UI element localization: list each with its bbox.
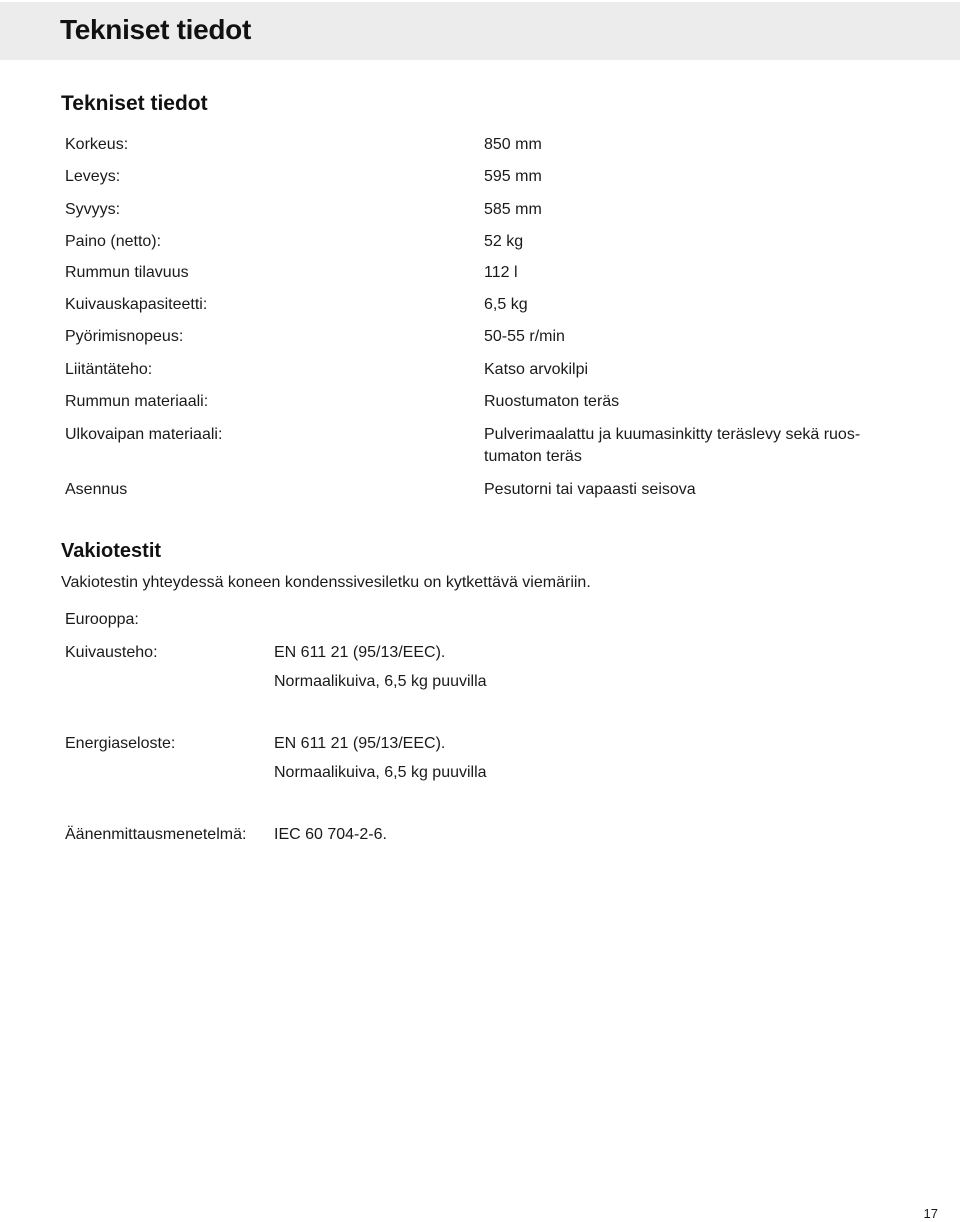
- spec-value: 112 l: [484, 264, 518, 281]
- specs-heading: Tekniset tiedot: [61, 92, 208, 115]
- spec-label: Leveys:: [65, 168, 121, 185]
- spec-value: 850 mm: [484, 136, 542, 153]
- energy-label: Energiaseloste:: [65, 735, 176, 752]
- noise-label: Äänenmittausmenetelmä:: [65, 826, 247, 843]
- spec-value-line: Pulverimaalattu ja kuumasinkitty teräslevy sekä ruos-: [484, 426, 861, 443]
- noise-standard: IEC 60 704-2-6.: [274, 826, 387, 843]
- drying-label: Kuivausteho:: [65, 644, 158, 661]
- spec-value: 52 kg: [484, 233, 524, 250]
- spec-value: 595 mm: [484, 168, 542, 185]
- spec-label: Syvyys:: [65, 201, 121, 218]
- spec-value-line: tumaton teräs: [484, 448, 582, 465]
- spec-value: 585 mm: [484, 201, 542, 218]
- spec-label: Ulkovaipan materiaali:: [65, 426, 223, 443]
- spec-label: Paino (netto):: [65, 233, 162, 250]
- energy-condition: Normaalikuiva, 6,5 kg puuvilla: [274, 764, 487, 781]
- spec-label: Liitäntäteho:: [65, 361, 153, 378]
- spec-value: Pesutorni tai vapaasti seisova: [484, 481, 696, 498]
- spec-label: Rummun materiaali:: [65, 393, 209, 410]
- page-title: Tekniset tiedot: [60, 14, 252, 45]
- spec-label: Asennus: [65, 481, 128, 498]
- spec-label: Pyörimisnopeus:: [65, 328, 184, 345]
- spec-value: 50-55 r/min: [484, 328, 565, 345]
- spec-value: 6,5 kg: [484, 296, 528, 313]
- spec-label: Rummun tilavuus: [65, 264, 189, 281]
- tests-intro: Vakiotestin yhteydessä koneen kondenssivesiletku on kytkettävä viemäriin.: [61, 574, 591, 591]
- spec-label: Korkeus:: [65, 136, 129, 153]
- energy-standard: EN 611 21 (95/13/EEC).: [274, 735, 446, 752]
- region-label: Eurooppa:: [65, 611, 139, 628]
- tests-heading: Vakiotestit: [61, 540, 162, 562]
- page-number: 17: [923, 1206, 938, 1221]
- spec-value: Katso arvokilpi: [484, 361, 589, 378]
- spec-value: [484, 424, 904, 468]
- drying-condition: Normaalikuiva, 6,5 kg puuvilla: [274, 673, 487, 690]
- spec-label: Kuivauskapasiteetti:: [65, 296, 208, 313]
- header-band: [0, 2, 960, 60]
- drying-standard: EN 611 21 (95/13/EEC).: [274, 644, 446, 661]
- spec-value: Ruostumaton teräs: [484, 393, 620, 410]
